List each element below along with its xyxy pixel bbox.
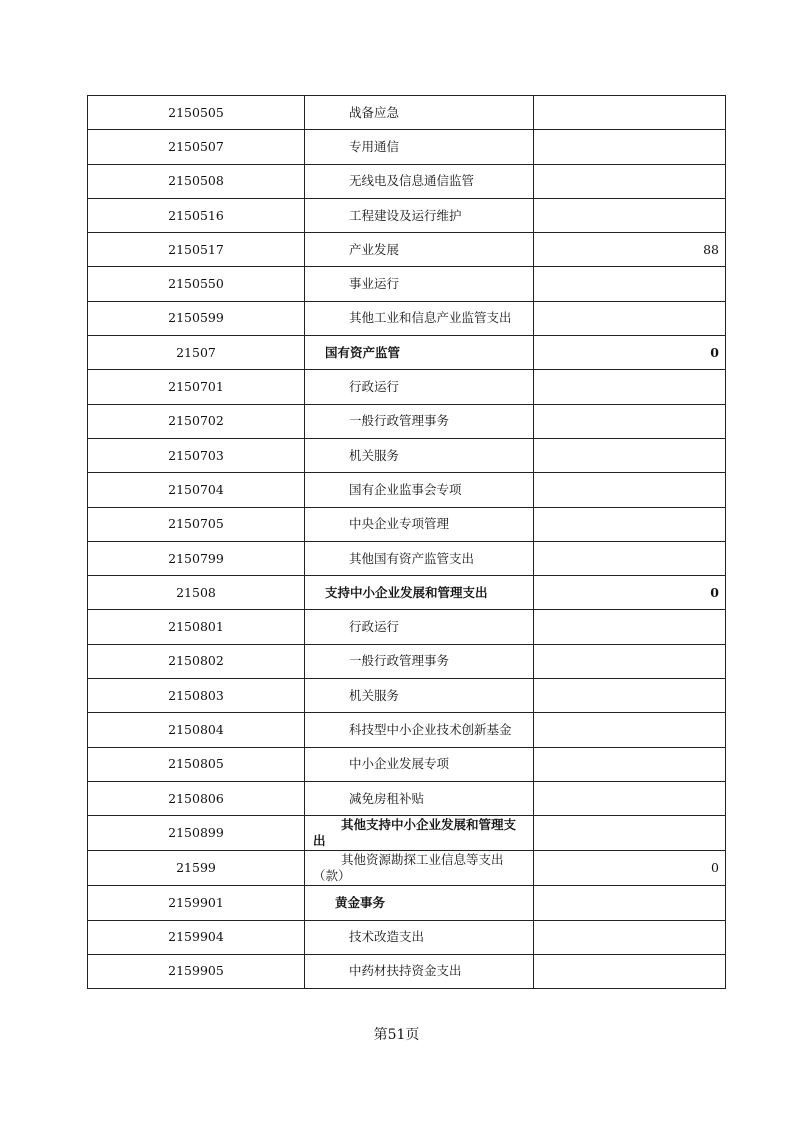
row-code: 2159904 — [88, 920, 305, 954]
table-row — [88, 267, 726, 301]
row-amount — [534, 164, 726, 198]
table-row — [88, 301, 726, 335]
table-row-section — [88, 336, 726, 370]
table-row — [88, 644, 726, 678]
row-amount — [534, 713, 726, 747]
table-row — [88, 96, 726, 130]
row-code: 2150802 — [88, 644, 305, 678]
row-amount — [534, 610, 726, 644]
page-number: 第51页 — [373, 1027, 420, 1043]
row-amount — [534, 96, 726, 130]
table-row — [88, 886, 726, 920]
row-code: 2150550 — [88, 267, 305, 301]
row-amount — [534, 130, 726, 164]
row-name: 科技型中小企业技术创新基金 — [305, 713, 534, 747]
row-code: 21599 — [88, 851, 305, 886]
row-code: 2159905 — [88, 954, 305, 988]
table-row — [88, 164, 726, 198]
row-code: 2150703 — [88, 438, 305, 472]
row-code: 2150899 — [88, 816, 305, 851]
row-code: 2150704 — [88, 473, 305, 507]
table-row — [88, 781, 726, 815]
row-code: 21508 — [88, 576, 305, 610]
row-name: 黄金事务 — [305, 886, 534, 920]
row-name: 减免房租补贴 — [305, 781, 534, 815]
row-amount — [534, 644, 726, 678]
row-code: 2150806 — [88, 781, 305, 815]
row-amount — [534, 370, 726, 404]
row-amount — [534, 507, 726, 541]
table-row — [88, 920, 726, 954]
row-code: 2159901 — [88, 886, 305, 920]
row-name: 行政运行 — [305, 370, 534, 404]
table-row — [88, 679, 726, 713]
row-name: 行政运行 — [305, 610, 534, 644]
row-code: 2150599 — [88, 301, 305, 335]
row-amount — [534, 679, 726, 713]
table-row — [88, 610, 726, 644]
table-row — [88, 816, 726, 851]
row-amount — [534, 954, 726, 988]
row-amount — [534, 438, 726, 472]
row-amount — [534, 886, 726, 920]
table-row-section — [88, 576, 726, 610]
row-code: 2150701 — [88, 370, 305, 404]
row-name: 其他国有资产监管支出 — [305, 541, 534, 575]
table-row — [88, 541, 726, 575]
row-name: 国有资产监管 — [305, 336, 534, 370]
row-amount: 0 — [534, 336, 726, 370]
row-amount — [534, 267, 726, 301]
table-row — [88, 370, 726, 404]
row-name: 国有企业监事会专项 — [305, 473, 534, 507]
row-code: 21507 — [88, 336, 305, 370]
row-code: 2150508 — [88, 164, 305, 198]
table-row — [88, 507, 726, 541]
row-code: 2150507 — [88, 130, 305, 164]
row-amount — [534, 301, 726, 335]
row-amount — [534, 816, 726, 851]
row-name: 机关服务 — [305, 679, 534, 713]
row-name: 无线电及信息通信监管 — [305, 164, 534, 198]
row-name: 中央企业专项管理 — [305, 507, 534, 541]
row-name: 战备应急 — [305, 96, 534, 130]
row-code: 2150804 — [88, 713, 305, 747]
row-name: 支持中小企业发展和管理支出 — [305, 576, 534, 610]
table-row — [88, 198, 726, 232]
row-amount — [534, 781, 726, 815]
row-amount — [534, 473, 726, 507]
row-code: 2150505 — [88, 96, 305, 130]
row-code: 2150516 — [88, 198, 305, 232]
row-code: 2150517 — [88, 233, 305, 267]
row-name: 其他资源勘探工业信息等支出（款） — [305, 851, 534, 886]
row-name: 技术改造支出 — [305, 920, 534, 954]
table-row — [88, 954, 726, 988]
row-name: 专用通信 — [305, 130, 534, 164]
row-code: 2150702 — [88, 404, 305, 438]
budget-table — [87, 95, 726, 989]
row-name: 机关服务 — [305, 438, 534, 472]
row-name: 中药材扶持资金支出 — [305, 954, 534, 988]
row-amount — [534, 747, 726, 781]
row-name: 事业运行 — [305, 267, 534, 301]
row-amount: 0 — [534, 851, 726, 886]
row-name: 一般行政管理事务 — [305, 404, 534, 438]
row-name: 其他工业和信息产业监管支出 — [305, 301, 534, 335]
table-row — [88, 851, 726, 886]
row-amount: 88 — [534, 233, 726, 267]
row-code: 2150803 — [88, 679, 305, 713]
table-row — [88, 233, 726, 267]
table-row — [88, 438, 726, 472]
row-code: 2150799 — [88, 541, 305, 575]
row-name: 工程建设及运行维护 — [305, 198, 534, 232]
row-name: 中小企业发展专项 — [305, 747, 534, 781]
row-code: 2150805 — [88, 747, 305, 781]
row-code: 2150801 — [88, 610, 305, 644]
row-code: 2150705 — [88, 507, 305, 541]
row-amount — [534, 404, 726, 438]
row-name: 一般行政管理事务 — [305, 644, 534, 678]
row-amount — [534, 198, 726, 232]
table-row — [88, 747, 726, 781]
row-amount — [534, 541, 726, 575]
table-row — [88, 130, 726, 164]
table-row — [88, 404, 726, 438]
table-row — [88, 473, 726, 507]
row-name: 其他支持中小企业发展和管理支出 — [305, 816, 534, 851]
row-amount — [534, 920, 726, 954]
table-row — [88, 713, 726, 747]
row-amount: 0 — [534, 576, 726, 610]
row-name: 产业发展 — [305, 233, 534, 267]
